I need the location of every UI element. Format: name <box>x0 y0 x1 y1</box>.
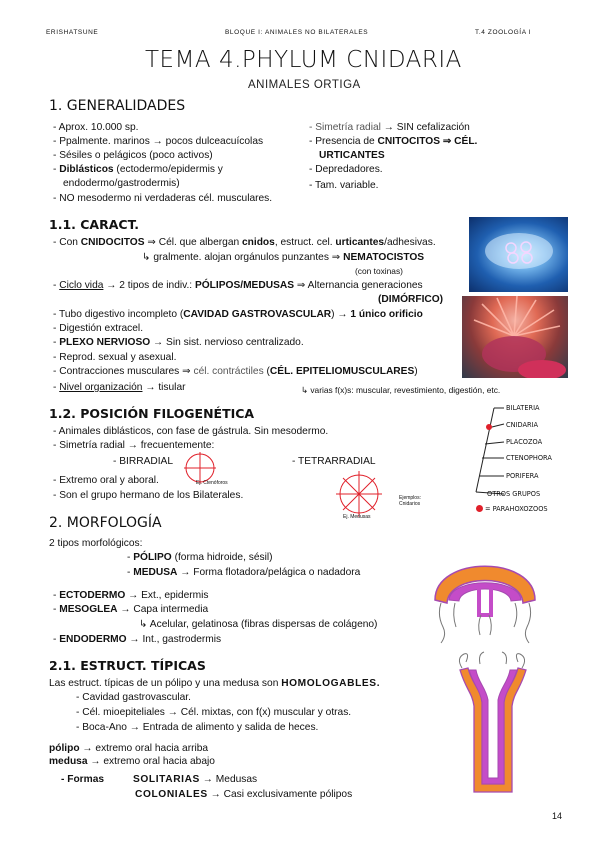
heading-estruct-tipicas: 2.1. ESTRUCT. TÍPICAS <box>49 658 206 673</box>
text-span: → extremo oral hacia arriba <box>79 743 209 754</box>
tetrarradial-sketch <box>333 468 385 520</box>
text-bold: PLEXO NERVIOSO <box>59 337 151 348</box>
heading-generalidades: 1. GENERALIDADES <box>49 98 186 114</box>
text-span: - Tubo digestivo incompleto ( <box>53 309 184 320</box>
anemone-illustration <box>462 296 568 378</box>
text-span: ⇒ Alternancia generaciones <box>294 280 423 291</box>
text-bold: Diblásticos <box>59 164 114 175</box>
text-line <box>127 567 360 579</box>
text-span: - Contracciones musculares ⇒ <box>53 366 194 377</box>
cladogram-taxon: PORIFERA <box>506 472 539 480</box>
text-line: - Cél. mioepiteliales → Cél. mixtas, con f(x) muscular y otras. <box>76 707 352 718</box>
text-span: → SIN cefalización <box>380 122 470 133</box>
text-span: ⇒ Cél. que albergan <box>144 237 242 248</box>
text-span: /adhesivas. <box>384 237 436 248</box>
text-bold: MEDUSA <box>133 567 178 578</box>
text-span: cél. contráctiles <box>193 366 264 377</box>
text-span: ( <box>263 366 270 377</box>
text-span: ↳ gralmente. alojan orgánulos punzantes ⇒ <box>142 252 344 263</box>
heading-morfologia: 2. MORFOLOGÍA <box>49 515 162 531</box>
text-bold: medusa <box>49 756 88 767</box>
text-span: → Capa intermedia <box>117 604 209 615</box>
text-span: - Con <box>53 237 81 248</box>
text-span: → Sin sist. nervioso centralizado. <box>150 337 304 348</box>
header-block: BLOQUE I: ANIMALES NO BILATERALES <box>225 29 369 36</box>
note: ↳ varias f(x)s: muscular, revestimiento, digestión, etc. <box>301 385 501 395</box>
text-underlined: Nivel organización <box>59 382 143 393</box>
label-tetrarradial: - TETRARRADIAL <box>292 456 376 467</box>
text-line <box>53 366 418 378</box>
text-span: ) → <box>331 309 351 320</box>
sketch-note: Ej. Ctenóforos <box>196 480 228 486</box>
text-line: - Extremo oral y aboral. <box>53 475 159 486</box>
text-bold: CNIDOCITOS <box>80 237 145 248</box>
text-span: → 2 tipos de indiv.: <box>103 280 195 291</box>
text-line: - Digestión extracel. <box>53 323 144 334</box>
text-line <box>142 252 424 264</box>
cladogram-taxon: CNIDARIA <box>506 421 538 429</box>
text-bold: urticantes <box>335 237 385 248</box>
legend-dot <box>476 505 483 512</box>
text-line: - Ppalmente. marinos → pocos dulceacuícolas <box>53 136 264 147</box>
text-line <box>127 552 273 564</box>
text-span: , estruct. cel. <box>274 237 336 248</box>
text-line: endodermo/gastrodermis) <box>63 178 180 189</box>
text-span: - Simetría radial <box>309 122 381 133</box>
text-line <box>133 774 257 786</box>
text-line: - Ciclo vida → 2 tipos de indiv.: PÓLIPOS/MEDUSAS ⇒ Alternancia generaciones <box>53 280 423 291</box>
text-span: → tisular <box>142 382 186 393</box>
cladogram-taxon: PLACOZOA <box>506 438 543 446</box>
text-span: → Medusas <box>199 774 258 785</box>
text-bold: CNITOCITOS ⇒ CÉL. <box>377 136 478 147</box>
text-line: - Reprod. sexual y asexual. <box>53 352 177 363</box>
text-line: - NO mesodermo ni verdaderas cél. musculares. <box>53 193 273 204</box>
text-bold: CAVIDAD GASTROVASCULAR <box>183 309 332 320</box>
text-line: - Sésiles o pelágicos (poco activos) <box>53 150 213 161</box>
jellyfish-illustration <box>469 217 568 292</box>
text-line <box>309 136 477 148</box>
text-line <box>53 309 423 321</box>
text-bold: NEMATOCISTOS <box>343 252 425 263</box>
text-bold: PÓLIPO <box>133 552 172 563</box>
text-bold: ECTODERMO <box>59 590 126 601</box>
text-line: - Animales diblásticos, con fase de gástrula. Sin mesodermo. <box>53 426 329 437</box>
text-line <box>49 743 208 755</box>
text-line: - Nivel organización → tisular <box>53 382 186 393</box>
text-line <box>49 756 215 768</box>
text-line: - Cavidad gastrovascular. <box>76 692 191 703</box>
text-span: (forma hidroide, sésil) <box>171 552 273 563</box>
text-line: - MESOGLEA → Capa intermedia <box>53 604 209 615</box>
text-bold: ENDODERMO <box>59 634 127 645</box>
heading-caract: 1.1. CARACT. <box>49 217 139 232</box>
text-bold: MESOGLEA <box>59 604 118 615</box>
text-bold: CÉL. EPITELIOMUSCULARES <box>269 366 415 377</box>
cladogram-legend: = PARAHOXOZOOS <box>485 505 548 513</box>
text-span: Las estruct. típicas de un pólipo y una medusa son <box>49 678 282 689</box>
label-birradial: - BIRRADIAL <box>113 456 174 467</box>
heading-posicion-filogenetica: 1.2. POSICIÓN FILOGENÉTICA <box>49 406 255 421</box>
page-number: 14 <box>552 811 563 821</box>
text-line <box>49 678 380 690</box>
text-line <box>53 237 436 249</box>
text-line: - Diblásticos (ectodermo/epidermis y <box>53 164 223 175</box>
text-line: (DIMÓRFICO) <box>378 294 444 305</box>
medusa-diagram <box>425 545 545 645</box>
text-line: - ECTODERMO → Ext., epidermis <box>53 590 209 601</box>
text-line: ↳ Acelular, gelatinosa (fibras dispersas de colágeno) <box>139 619 378 630</box>
text-span: (ectodermo/epidermis y <box>113 164 223 175</box>
page-subtitle: ANIMALES ORTIGA <box>248 79 361 91</box>
note: (con toxinas) <box>355 266 403 276</box>
jellyfish-photo <box>469 217 568 292</box>
text-line: - ENDODERMO → Int., gastrodermis <box>53 634 222 645</box>
text-bold: pólipo <box>49 743 80 754</box>
text-line: - Aprox. 10.000 sp. <box>53 122 139 133</box>
sketch-note: Ejemplos: Cnidarios <box>399 495 421 507</box>
text-span: - Presencia de <box>309 136 378 147</box>
text-bold: COLONIALES <box>135 789 208 800</box>
text-line: - Depredadores. <box>309 164 383 175</box>
header-course: T.4 ZOOLOGÍA I <box>475 29 532 36</box>
text-span: - <box>127 567 134 578</box>
text-bold: PÓLIPOS/MEDUSAS <box>194 280 295 291</box>
text-line: - Simetría radial → frecuentemente: <box>53 440 215 451</box>
text-bold: HOMOLOGABLES. <box>281 678 381 689</box>
text-bold: 1 único orificio <box>350 309 423 320</box>
text-line: - PLEXO NERVIOSO → Sin sist. nervioso centralizado. <box>53 337 304 348</box>
text-line: - Boca-Ano → Entrada de alimento y salida de heces. <box>76 722 319 733</box>
text-span: - <box>127 552 134 563</box>
cladogram-taxon: OTROS GRUPOS <box>487 490 541 498</box>
text-line: - Formas <box>61 774 105 785</box>
text-span: → extremo oral hacia abajo <box>87 756 215 767</box>
text-span: → Casi exclusivamente pólipos <box>207 789 353 800</box>
text-bold: SOLITARIAS <box>133 774 200 785</box>
text-span: ) <box>414 366 418 377</box>
text-span: → Int., gastrodermis <box>126 634 222 645</box>
text-span: → Forma flotadora/pelágica o nadadora <box>177 567 361 578</box>
text-line <box>135 789 352 801</box>
text-line: - Son el grupo hermano de los Bilaterales. <box>53 490 244 501</box>
text-span: → Ext., epidermis <box>125 590 209 601</box>
anemone-photo <box>462 296 568 378</box>
text-line: URTICANTES <box>319 150 385 161</box>
page-title: TEMA 4.PHYLUM CNIDARIA <box>145 47 462 73</box>
polyp-diagram <box>440 650 550 800</box>
text-line: - Tam. variable. <box>309 180 379 191</box>
text-bold: cnidos <box>241 237 275 248</box>
text-line: 2 tipos morfológicos: <box>49 538 143 549</box>
cladogram-taxon: CTENOPHORA <box>506 454 552 462</box>
sketch-note: Ej. Medusas <box>343 514 371 520</box>
text-line <box>309 122 470 134</box>
text-underlined: Ciclo vida <box>59 280 104 291</box>
cladogram-taxon: BILATERIA <box>506 404 540 412</box>
header-author: ERISHATSUNE <box>46 29 99 36</box>
